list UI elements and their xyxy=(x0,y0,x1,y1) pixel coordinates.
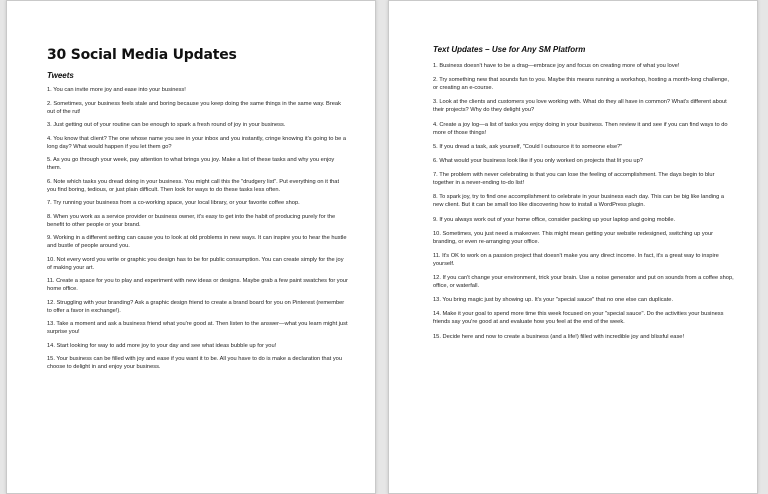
list-item: 9. Working in a different setting can cause you to look at old problems in new ways. It can inspire you to hear the hustle and bustle of people around you. xyxy=(47,235,347,249)
list-item: 3. Look at the clients and customers you love working with. What do they all have in common? What's different about their projects? Why do they delight you? xyxy=(433,99,727,114)
list-item: 8. When you work as a service provider or business owner, it's easy to get into the habit of producing purely for the benefit to other people or your brand. xyxy=(47,213,336,228)
list-item: 5. If you dread a task, ask yourself, "Could I outsource it to someone else?" xyxy=(433,143,623,150)
list-item: 4. Create a joy log—a list of tasks you enjoy doing in your business. Then review it and see if you can find ways to do more of those things! xyxy=(433,121,728,136)
list-item: 11. It's OK to work on a passion project that doesn't make you any direct income. In fact, it's a great way to inspire yourself. xyxy=(433,252,719,267)
list-item: 11. Create a space for you to play and experiment with new ideas or designs. Maybe grab a few paint swatches for your home office. xyxy=(47,278,348,292)
document-page-left xyxy=(6,0,376,494)
page-content xyxy=(47,47,349,377)
list-item: 1. You can invite more joy and ease into your business! xyxy=(47,87,186,93)
list-item: 15. Your business can be filled with joy and ease if you want it to be. All you have to do is make a declaration that you choose to delight in and enjoy your business. xyxy=(47,356,342,370)
list-item: 7. The problem with never celebrating is that you can lose the feeling of accomplishment. The days begin to blur together in a never-ending to-do list! xyxy=(433,172,715,187)
list-item: 10. Sometimes, you just need a makeover. This might mean getting your website redesigned, switching up your branding, or even re-arranging your office. xyxy=(433,230,713,245)
list-item: 5. As you go through your week, pay attention to what brings you joy. Make a list of these tasks and why you enjoy them. xyxy=(47,157,335,171)
tweet-list xyxy=(47,86,349,371)
list-item: 14. Start looking for way to add more joy to your day and see what ideas bubble up for you! xyxy=(47,342,277,349)
section-heading-text-updates: Text Updates – Use for Any SM Platform xyxy=(433,45,586,54)
section-heading-tweets: Tweets xyxy=(47,71,74,80)
document-title: 30 Social Media Updates xyxy=(47,47,237,63)
page-content xyxy=(433,45,735,347)
document-page-right xyxy=(388,0,758,494)
list-item: 10. Not every word you write or graphic you design has to be for public consumption. You can create simply for the joy of making your art. xyxy=(47,256,344,271)
list-item: 12. Struggling with your branding? Ask a graphic design friend to create a brand board for you on Pinterest (remember to offer a favor in exchange!). xyxy=(47,299,345,314)
list-item: 3. Just getting out of your routine can be enough to spark a fresh round of joy in your business. xyxy=(47,122,286,128)
list-item: 2. Sometimes, your business feels stale and boring because you keep doing the same things in the same way. Break out of the rut! xyxy=(47,100,341,115)
list-item: 12. If you can't change your environment, trick your brain. Use a noise generator and put on sounds from a coffee shop, office, or waterfall. xyxy=(433,275,734,290)
text-update-list xyxy=(433,62,735,341)
list-item: 1. Business doesn't have to be a drag—embrace joy and focus on creating more of what you love! xyxy=(433,63,680,69)
list-item: 15. Decide here and now to create a business (and a life!) filled with incredible joy and blissful ease! xyxy=(433,333,685,340)
list-item: 9. If you always work out of your home office, consider packing up your laptop and going mobile. xyxy=(433,216,676,223)
list-item: 7. Try running your business from a co-working space, your local library, or your favorite coffee shop. xyxy=(47,200,300,206)
list-item: 13. Take a moment and ask a business friend what you're good at. Then listen to the answer—what you learn might just surprise you! xyxy=(47,321,348,335)
list-item: 14. Make it your goal to spend more time this week focused on your "special sauce". Do the activities your business friends say you're good at and evaluate how you feel at the end of the week. xyxy=(433,311,724,326)
list-item: 6. What would your business look like if you only worked on projects that lit you up? xyxy=(433,157,643,164)
list-item: 4. You know that client? The one whose name you see in your inbox and you instantly, cringe knowing it's going to be a long day? What would happen if you let them go? xyxy=(47,135,347,150)
list-item: 8. To spark joy, try to find one accomplishment to celebrate in your business each day. This can be big like landing a new client. But it can be small too like discovering how to install a WordPress plugin. xyxy=(433,194,725,209)
list-item: 13. You bring magic just by showing up. It's your "special sauce" that no one else can duplicate. xyxy=(433,297,674,304)
list-item: 2. Try something new that sounds fun to you. Maybe this means running a workshop, hosting a month-long challenge, or creating an e-course. xyxy=(433,77,729,92)
list-item: 6. Note which tasks you dread doing in your business. You might call this the "drudgery list". Put everything on it that you find boring, tedious, or just plain difficult. Then look for ways to do these tasks less often. xyxy=(47,178,340,193)
